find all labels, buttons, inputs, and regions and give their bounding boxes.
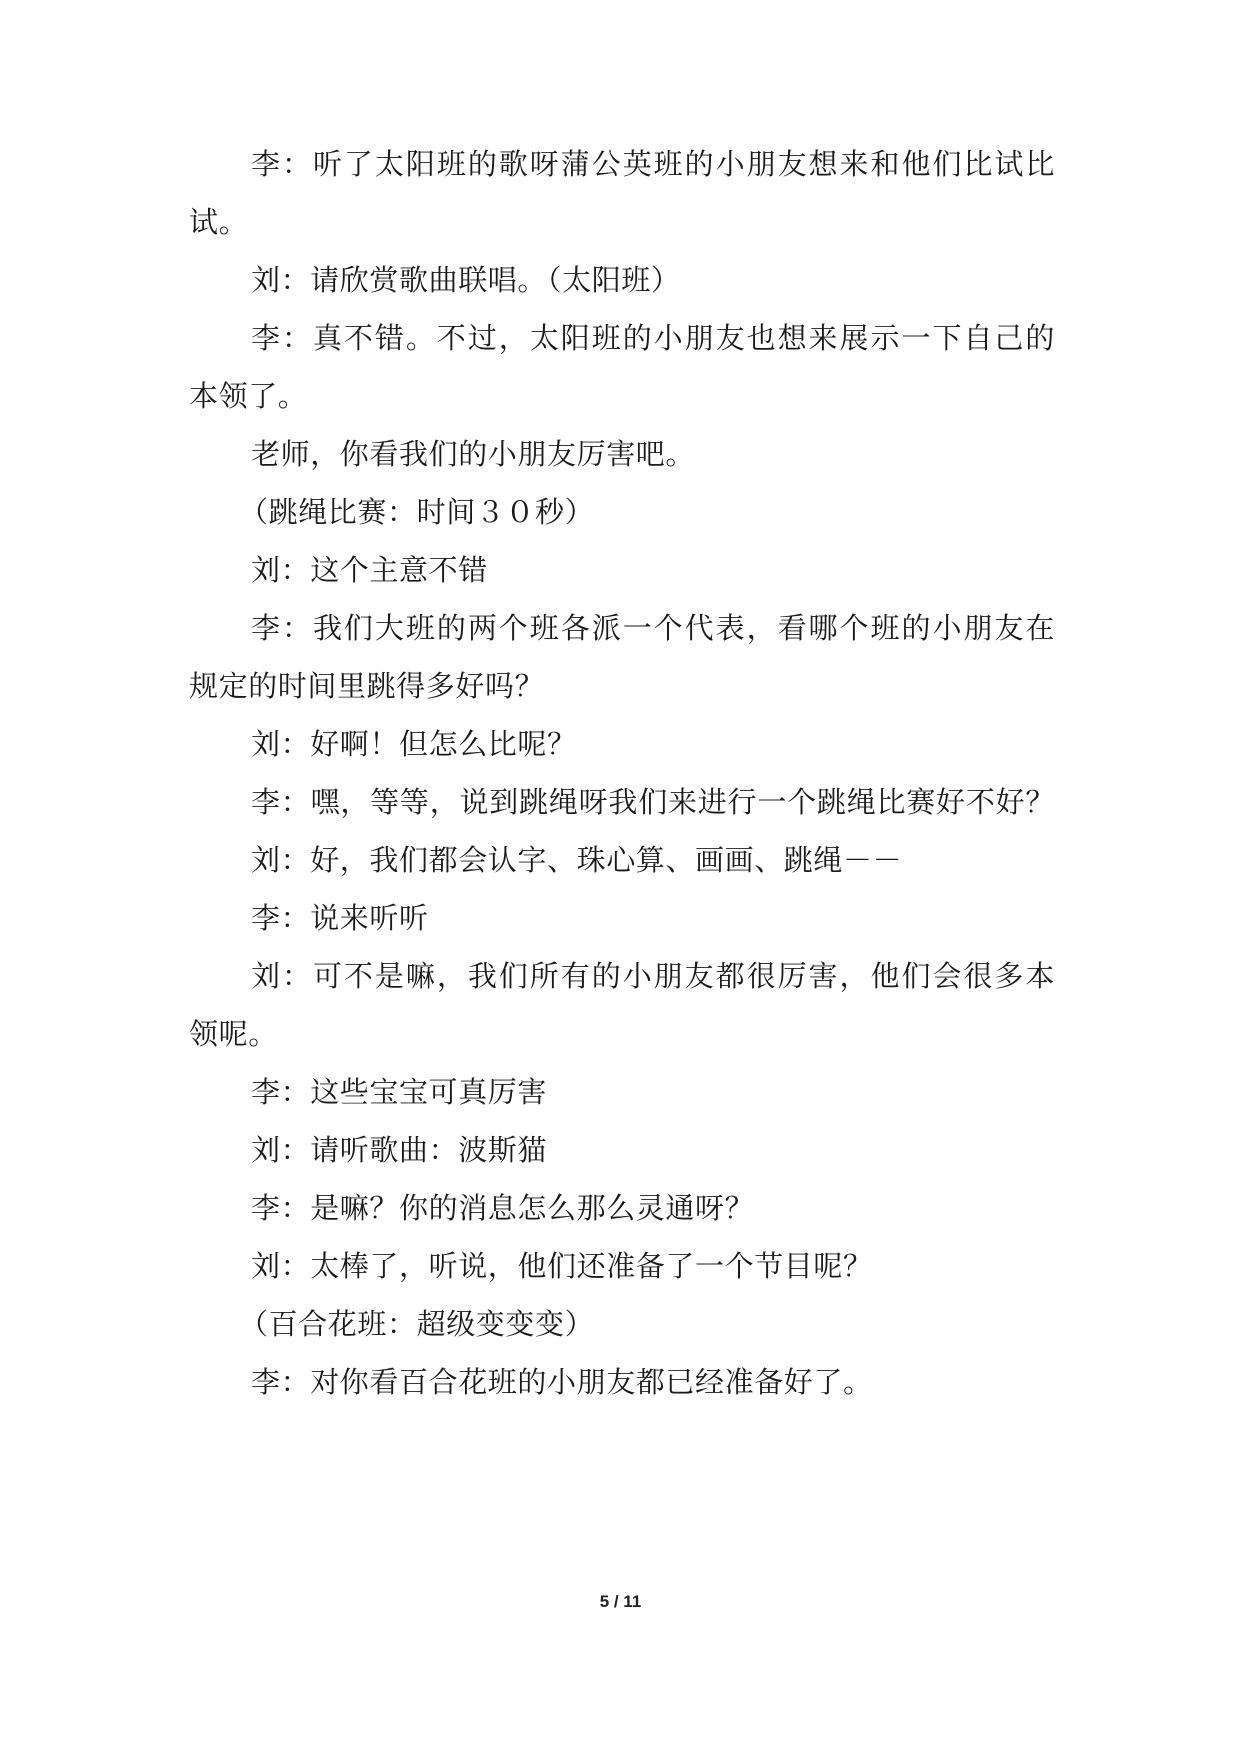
- dialogue-line: 李：说来听听: [251, 901, 429, 935]
- dialogue-line: 李：是嘛？你的消息怎么那么灵通呀？: [251, 1191, 755, 1225]
- dialogue-line: 刘：好啊！但怎么比呢？: [251, 727, 577, 761]
- dialogue-line: 刘：好，我们都会认字、珠心算、画画、跳绳－－: [251, 843, 903, 877]
- dialogue-line: 刘：请欣赏歌曲联唱。（太阳班）: [251, 263, 681, 297]
- page-number: 5 / 11: [599, 1592, 642, 1611]
- dialogue-line-continued: 领呢。: [189, 1017, 278, 1051]
- dialogue-line: 李：这些宝宝可真厉害: [251, 1075, 548, 1109]
- stage-direction: （跳绳比赛：时间３０秒）: [239, 495, 595, 529]
- dialogue-line: 李：听了太阳班的歌呀蒲公英班的小朋友想来和他们比试比: [251, 147, 1055, 181]
- dialogue-line: 刘：请听歌曲：波斯猫: [251, 1133, 548, 1167]
- dialogue-line: 李：嘿，等等，说到跳绳呀我们来进行一个跳绳比赛好不好？: [251, 785, 1055, 819]
- dialogue-line: 刘：可不是嘛，我们所有的小朋友都很厉害，他们会很多本: [251, 959, 1055, 993]
- dialogue-line: 老师，你看我们的小朋友厉害吧。: [251, 437, 696, 471]
- dialogue-line: 刘：这个主意不错: [251, 553, 488, 587]
- dialogue-line: 李：对你看百合花班的小朋友都已经准备好了。: [251, 1365, 873, 1399]
- dialogue-line: 刘：太棒了，听说，他们还准备了一个节目呢？: [251, 1249, 873, 1283]
- dialogue-line: 李：我们大班的两个班各派一个代表，看哪个班的小朋友在: [251, 611, 1055, 645]
- dialogue-line: 李：真不错。不过，太阳班的小朋友也想来展示一下自己的: [251, 321, 1055, 355]
- dialogue-line-continued: 试。: [189, 205, 249, 239]
- stage-direction: （百合花班：超级变变变）: [239, 1307, 595, 1341]
- dialogue-line-continued: 规定的时间里跳得多好吗？: [189, 669, 545, 703]
- dialogue-line-continued: 本领了。: [189, 379, 308, 413]
